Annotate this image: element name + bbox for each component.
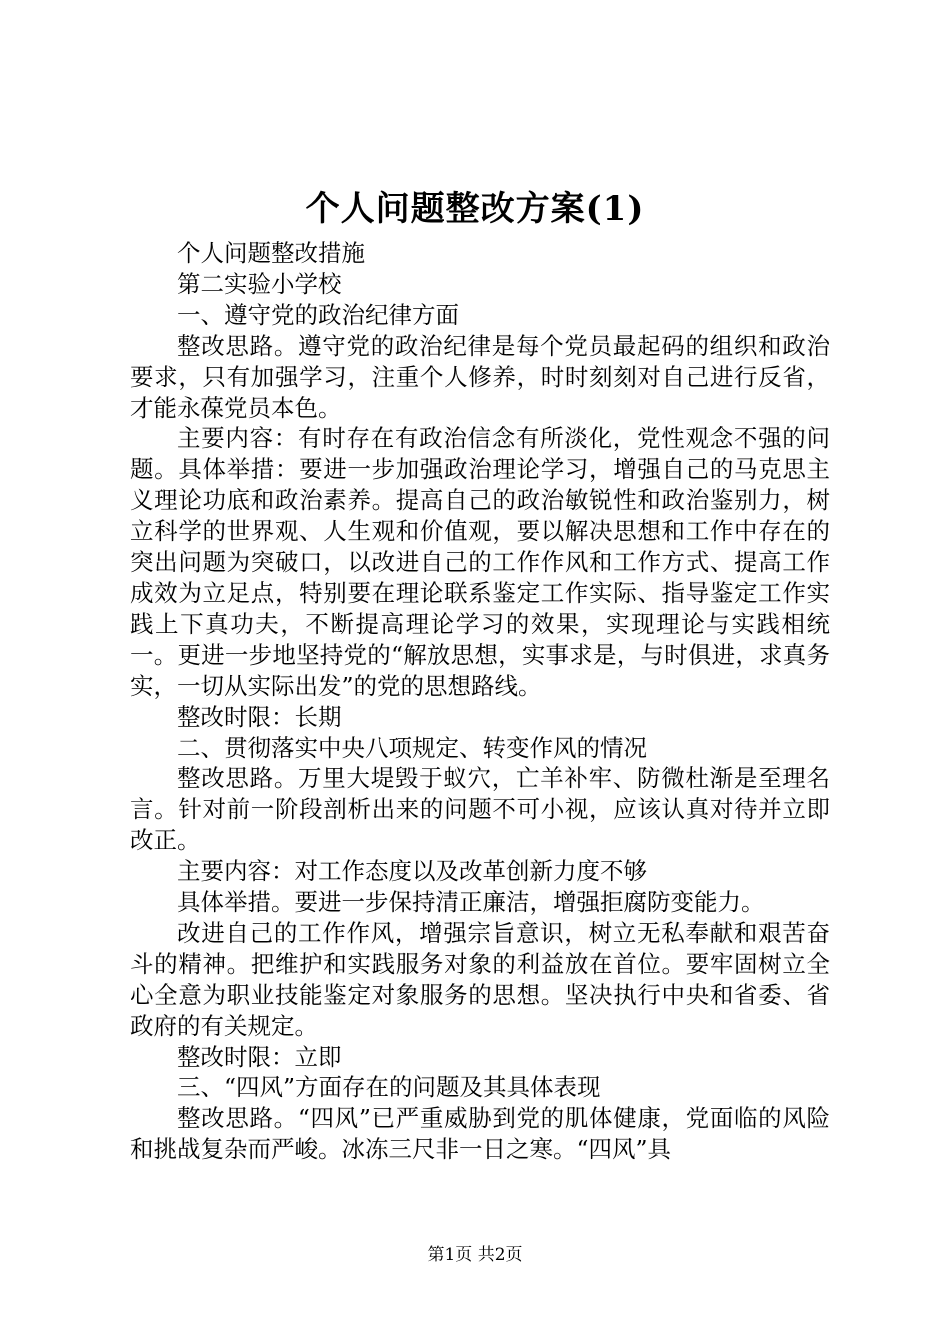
document-body (130, 238, 830, 1165)
section-heading-1: 一、遵守党的政治纪律方面 (177, 300, 459, 329)
document-title: 个人问题整改方案(1) (305, 189, 645, 229)
paragraph: 具体举措。要进一步保持清正廉洁，增强拒腐防变能力。 (177, 888, 765, 917)
paragraph: 整改思路。“四风”已严重威胁到党的肌体健康，党面临的风险和挑战复杂而严峻。冰冻三尺非一日之寒。“四风”具 (130, 1104, 830, 1164)
section-heading-3: 三、“四风”方面存在的问题及其具体表现 (177, 1073, 601, 1102)
paragraph: 整改时限：立即 (177, 1042, 342, 1071)
paragraph: 改进自己的工作作风，增强宗旨意识，树立无私奉献和艰苦奋斗的精神。把维护和实践服务对象的利益放在首位。要牢固树立全心全意为职业技能鉴定对象服务的思想。坚决执行中央和省委、省政府的有关规定。 (130, 918, 830, 1040)
paragraph: 整改思路。万里大堤毁于蚁穴，亡羊补牢、防微杜渐是至理名言。针对前一阶段剖析出来的问题不可小视，应该认真对待并立即改正。 (130, 764, 830, 855)
paragraph: 整改思路。遵守党的政治纪律是每个党员最起码的组织和政治要求，只有加强学习，注重个人修养，时时刻刻对自己进行反省，才能永葆党员本色。 (130, 331, 830, 422)
paragraph: 主要内容：有时存在有政治信念有所淡化，党性观念不强的问题。具体举措：要进一步加强政治理论学习，增强自己的马克思主义理论功底和政治素养。提高自己的政治敏锐性和政治鉴别力，树立科学的世界观、人生观和价值观，要以解决思想和工作中存在的突出问题为突破口，以改进自己的工作作风和工作方式、提高工作成效为立足点，特别要在理论联系鉴定工作实际、指导鉴定工作实践上下真功夫，不断提高理论学习的效果，实现理论与实践相统一。更进一步地坚持党的“解放思想，实事求是，与时俱进，求真务实，一切从实际出发”的党的思想路线。 (130, 424, 830, 700)
page-footer: 第1页 共2页 (427, 1245, 523, 1265)
paragraph-school: 第二实验小学校 (177, 269, 342, 298)
paragraph-heading: 个人问题整改措施 (177, 239, 365, 267)
section-heading-2: 二、贯彻落实中央八项规定、转变作风的情况 (177, 733, 647, 762)
paragraph: 主要内容：对工作态度以及改革创新力度不够 (177, 857, 647, 886)
paragraph: 整改时限：长期 (177, 702, 342, 731)
